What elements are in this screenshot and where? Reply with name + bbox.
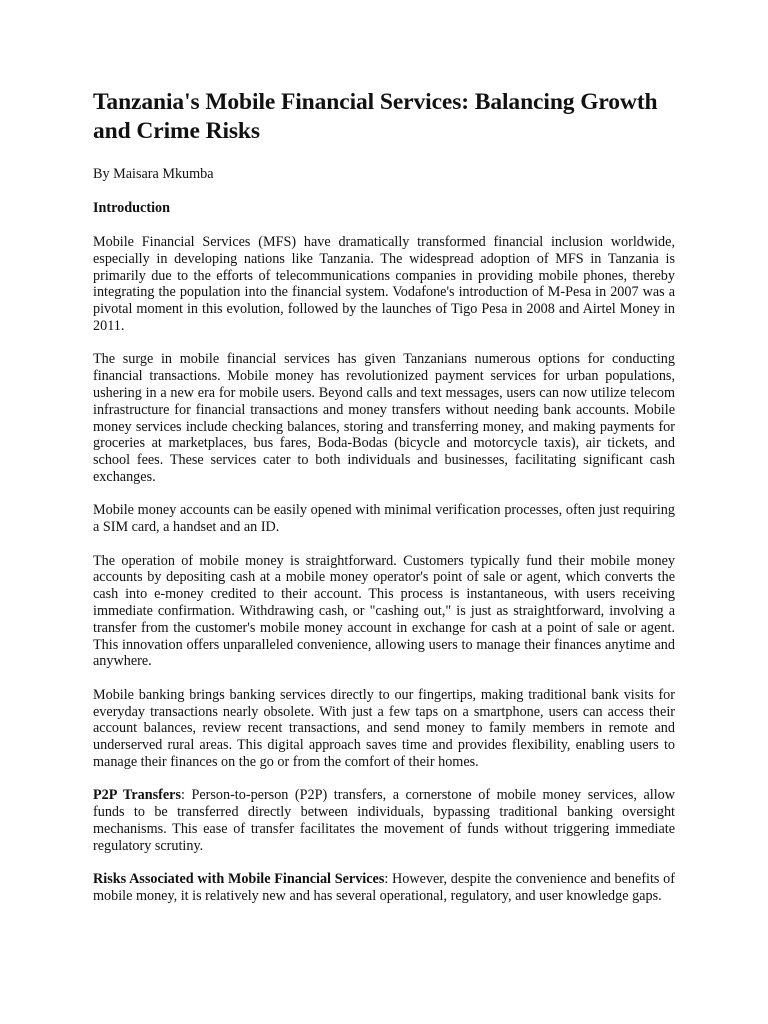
paragraph-3: Mobile money accounts can be easily opened with minimal verification processes, often just requiring a SIM card, a handset and an ID.	[93, 502, 675, 536]
paragraph-p2p-transfers	[93, 787, 675, 854]
document-page	[93, 88, 675, 921]
risks-label: Risks Associated with Mobile Financial Services	[93, 871, 385, 888]
paragraph-2: The surge in mobile financial services has given Tanzanians numerous options for conducting financial transactions. Mobile money has revolutionized payment services for urban populations, ushering in a new era for mobile users. Beyond calls and text messages, users can now utilize telecom infrastructure for financial transactions and money transfers without needing bank accounts. Mobile money services include checking balances, storing and transferring money, and making payments for groceries at marketplaces, bus fares, Boda-Bodas (bicycle and motorcycle taxis), air tickets, and school fees. These services cater to both individuals and businesses, facilitating significant cash exchanges.	[93, 351, 675, 485]
document-title: Tanzania's Mobile Financial Services: Balancing Growth and Crime Risks	[93, 89, 658, 144]
paragraph-1: Mobile Financial Services (MFS) have dramatically transformed financial inclusion worldwide, especially in developing nations like Tanzania. The widespread adoption of MFS in Tanzania is primarily due to the efforts of telecommunications companies in providing mobile phones, thereby integrating the population into the financial system. Vodafone's introduction of M-Pesa in 2007 was a pivotal moment in this evolution, followed by the launches of Tigo Pesa in 2008 and Airtel Money in 2011.	[93, 234, 675, 334]
paragraph-risks	[93, 871, 675, 905]
p2p-transfers-label: P2P Transfers	[93, 787, 181, 804]
paragraph-4: The operation of mobile money is straightforward. Customers typically fund their mobile money accounts by depositing cash at a mobile money operator's point of sale or agent, which converts the cash into e-money credited to their account. This process is instantaneous, with users receiving immediate confirmation. Withdrawing cash, or "cashing out," is just as straightforward, involving a transfer from the customer's mobile money account in exchange for cash at a point of sale or agent. This innovation offers unparalleled convenience, allowing users to manage their finances anytime and anywhere.	[93, 552, 675, 670]
section-heading-introduction: Introduction	[93, 200, 170, 216]
author-byline: By Maisara Mkumba	[93, 166, 214, 182]
risks-text: : However, despite the convenience and benefits of mobile money, it is relatively new and has several operational, regulatory, and user knowledge gaps.	[93, 871, 676, 904]
p2p-transfers-text: : Person-to-person (P2P) transfers, a cornerstone of mobile money services, allow funds to be transferred directly between individuals, bypassing traditional banking oversight mechanisms. This ease of transfer facilitates the movement of funds without triggering immediate regulatory scrutiny.	[93, 787, 675, 854]
paragraph-5: Mobile banking brings banking services directly to our fingertips, making traditional bank visits for everyday transactions nearly obsolete. With just a few taps on a smartphone, users can access their account balances, review recent transactions, and send money to family members in remote and underserved rural areas. This digital approach saves time and provides flexibility, enabling users to manage their finances on the go or from the comfort of their homes.	[93, 686, 675, 770]
